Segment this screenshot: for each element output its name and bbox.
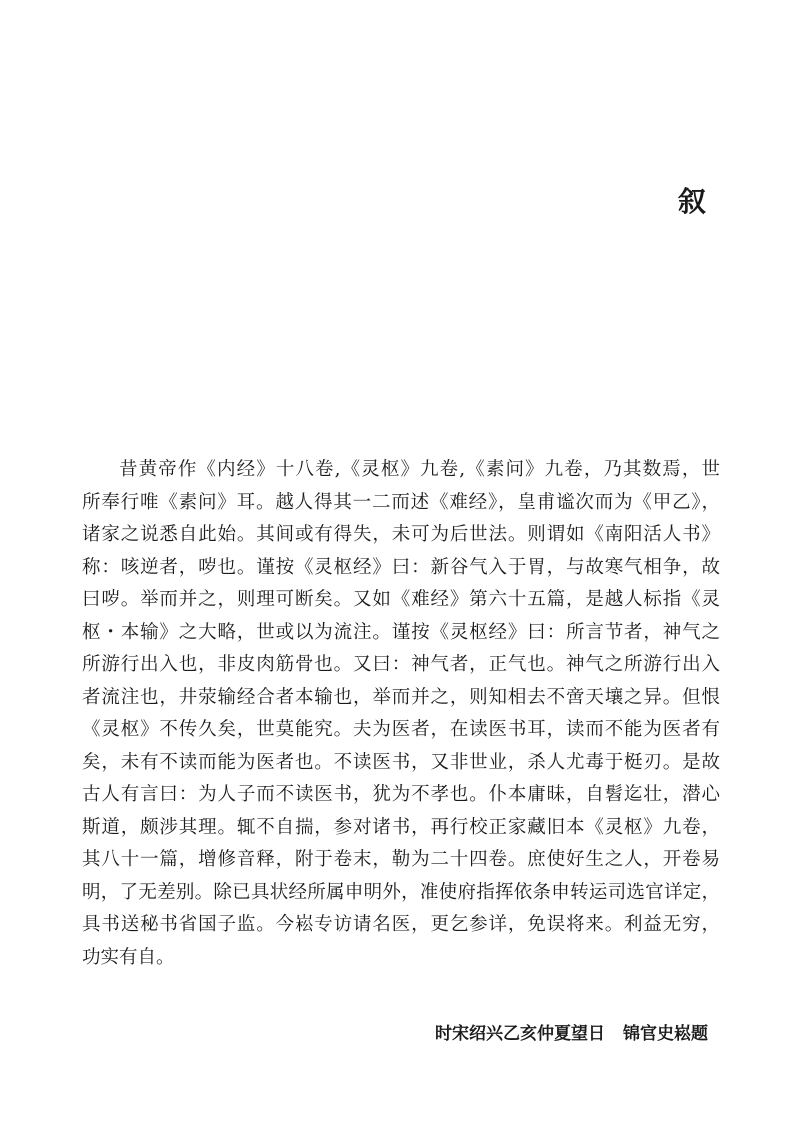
text-line: 斯道，颇涉其理。辄不自揣，参对诸书，再行校正家藏旧本《灵枢》九卷，	[82, 816, 720, 838]
text-line: 古人有言曰：为人子而不读医书，犹为不孝也。仆本庸昧，自髫迄壮，潜心	[82, 784, 720, 805]
signature-line	[435, 1020, 708, 1048]
preface-paragraph	[82, 454, 720, 974]
signature-author: 锦官史崧题	[623, 1024, 708, 1044]
text-line: 其八十一篇，增修音释，附于卷末，勒为二十四卷。庶使好生之人，开卷易	[82, 849, 720, 870]
text-line: 者流注也，井荥输经合者本输也，举而并之，则知相去不啻天壤之异。但恨	[82, 686, 720, 708]
text-line: 明，了无差别。除已具状经所属申明外，准使府指挥依条申转运司选官详定，	[82, 881, 720, 903]
text-line: 曰哕。举而并之，则理可断矣。又如《难经》第六十五篇，是越人标指《灵	[82, 589, 720, 610]
text-line: 所游行出入也，非皮肉筋骨也。又曰：神气者，正气也。神气之所游行出入	[82, 654, 720, 675]
text-line: 矣，未有不读而能为医者也。不读医书，又非世业，杀人尤毒于梃刃。是故	[82, 751, 720, 773]
text-line: 所奉行唯《素问》耳。越人得其一二而述《难经》，皇甫谧次而为《甲乙》，	[82, 491, 720, 513]
text-line: 诸家之说悉自此始。其间或有得失，未可为后世法。则谓如《南阳活人书》	[82, 524, 720, 545]
text-line: 枢・本输》之大略，世或以为流注。谨按《灵枢经》曰：所言节者，神气之	[82, 621, 720, 643]
text-line: 称：咳逆者，哕也。谨按《灵枢经》曰：新谷气入于胃，与故寒气相争，故	[82, 556, 720, 578]
signature-date: 时宋绍兴乙亥仲夏望日	[435, 1024, 605, 1044]
text-line: 《灵枢》不传久矣，世莫能究。夫为医者，在读医书耳，读而不能为医者有	[82, 719, 720, 740]
text-line: 昔黄帝作《内经》十八卷,《灵枢》九卷,《素问》九卷，乃其数焉，世	[119, 459, 720, 480]
page-title: 叙	[677, 185, 708, 218]
text-line: 具书送秘书省国子监。今崧专访请名医，更乞参详，免误将来。利益无穷，	[82, 914, 720, 935]
text-line: 功实有自。	[82, 946, 175, 968]
